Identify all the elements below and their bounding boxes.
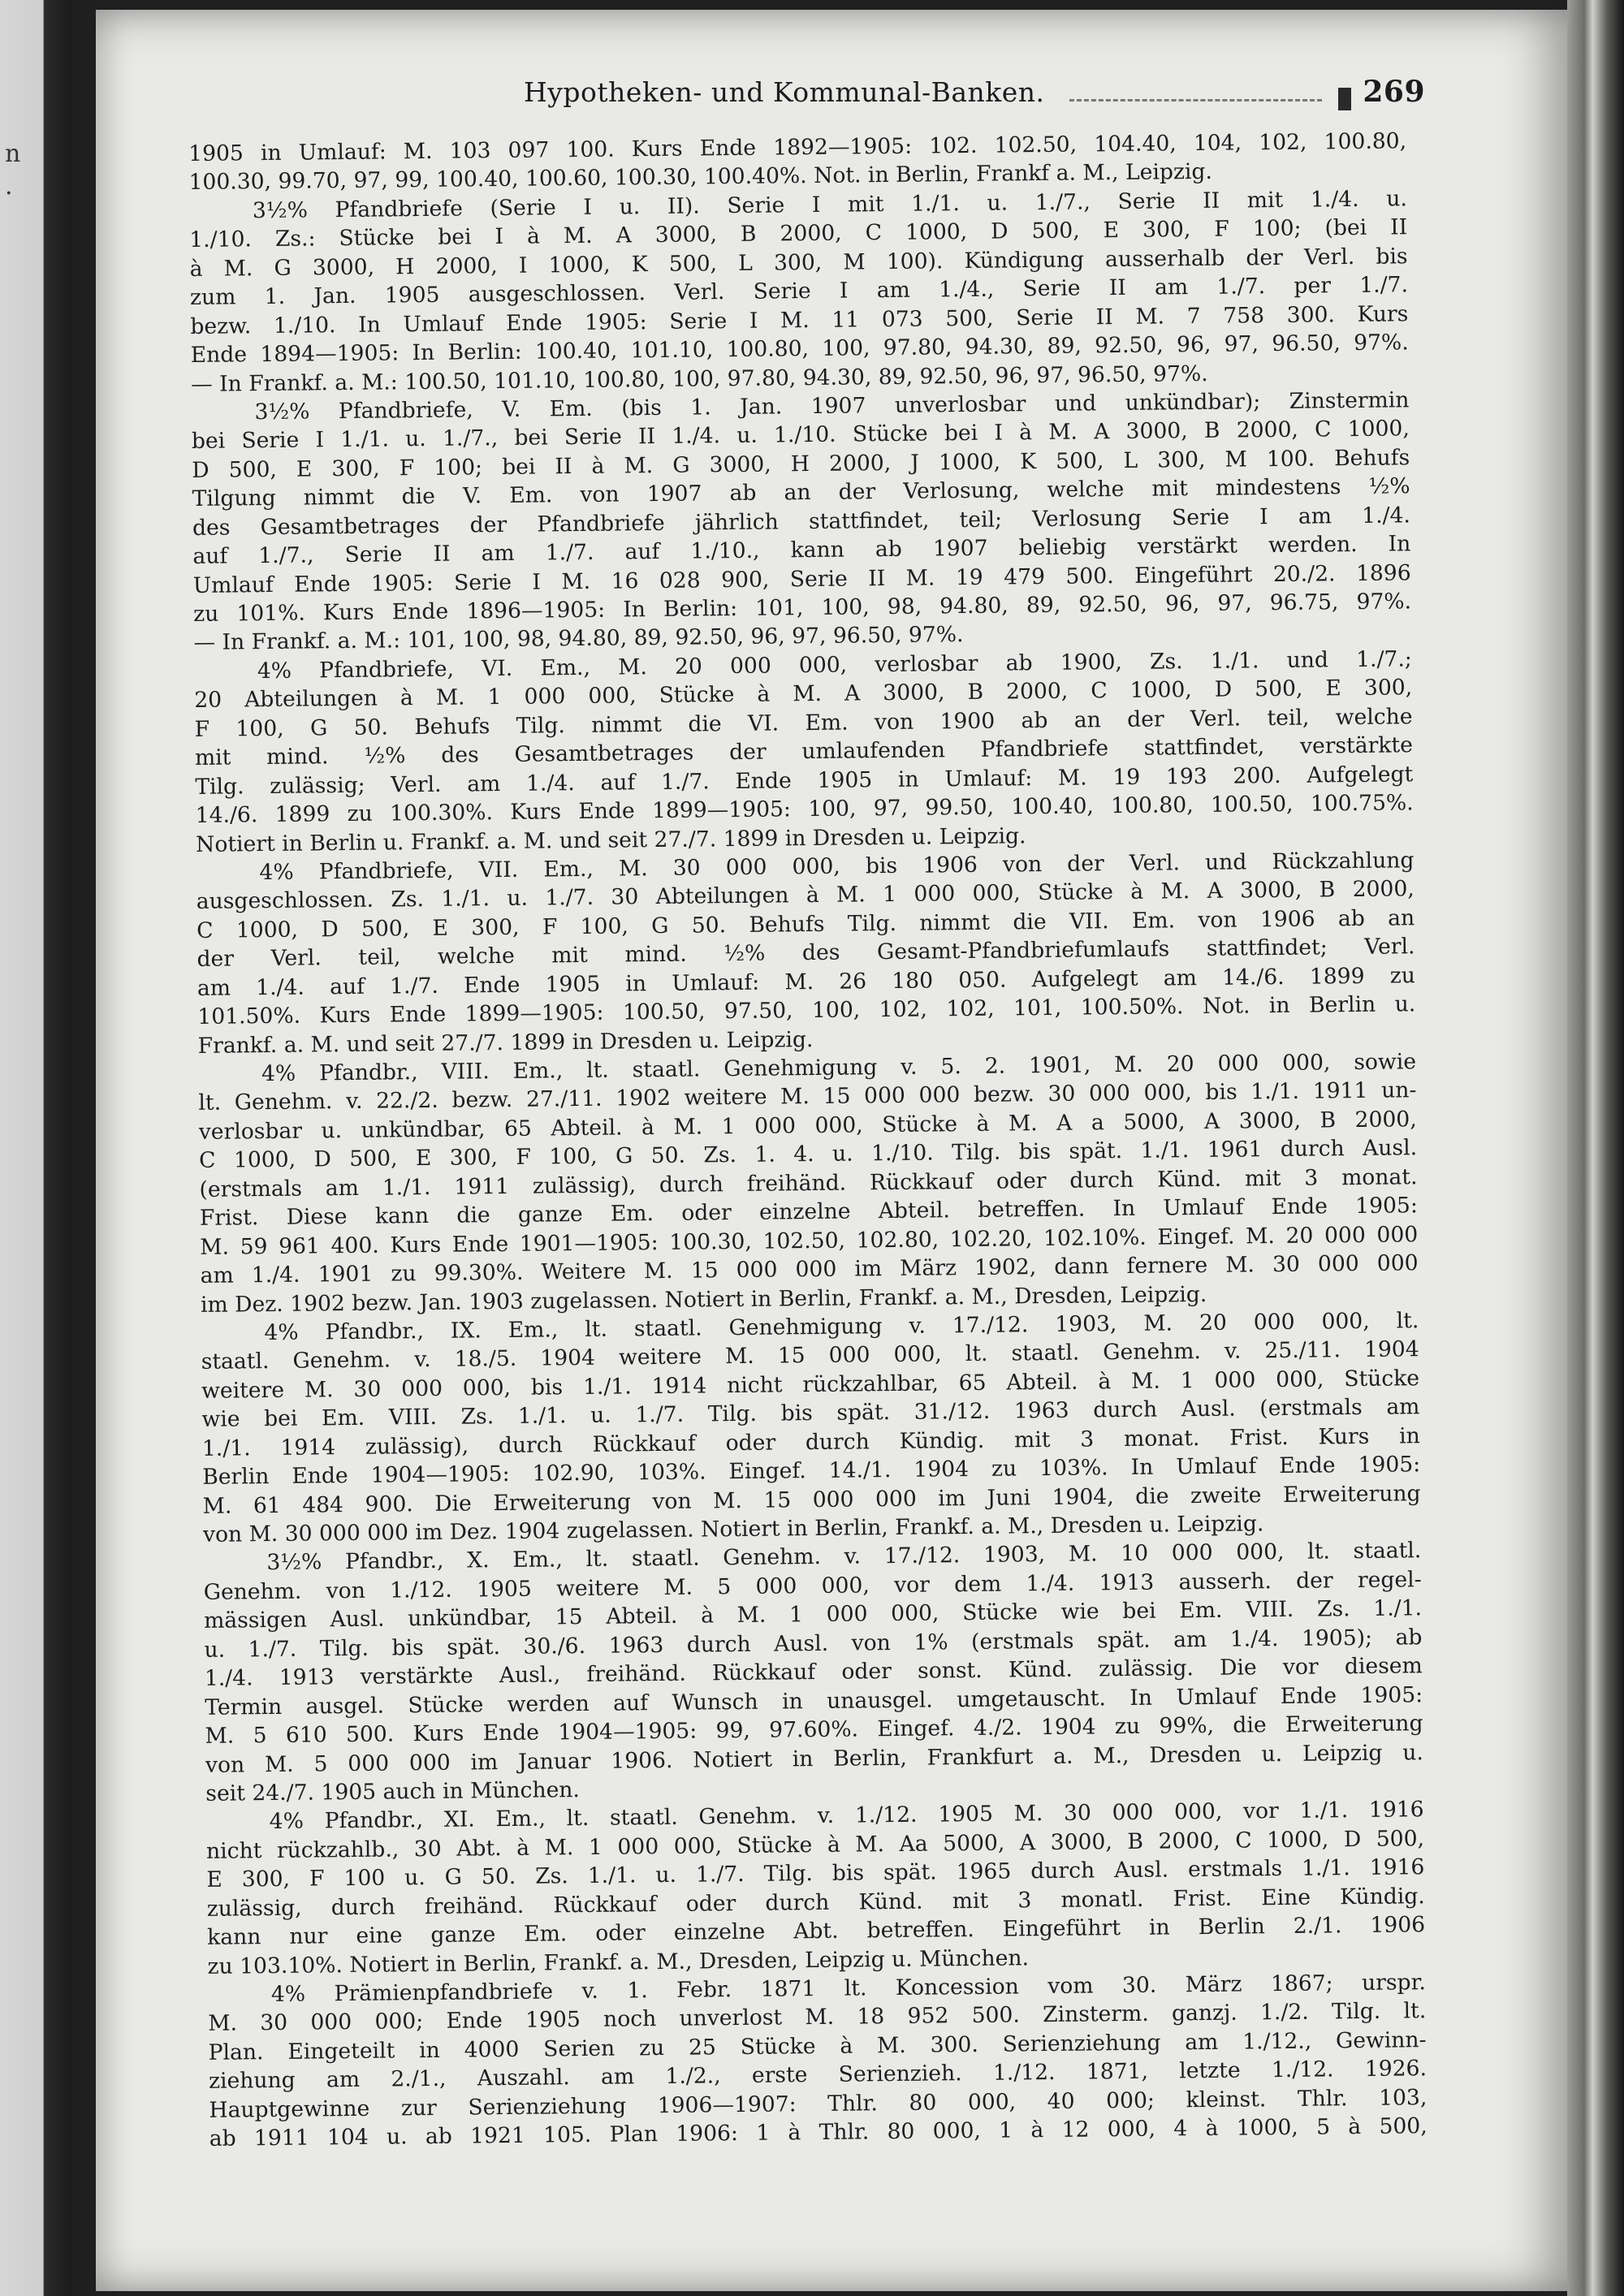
text-line: ausgeschlossen. Zs. 1./1. u. 1./7. 30 Abteilungen à M. 1 000 000, Stücke à M. A 3000, B 2000, (196, 876, 1415, 915)
text-line: lt. Genehm. v. 22./2. bezw. 27./11. 1902 weitere M. 15 000 000 bezw. 30 000 000, bis 1./1. 1911 un- (198, 1077, 1417, 1116)
text-line: Tilg. zulässig; Verl. am 1./4. auf 1./7. Ende 1905 in Umlauf: M. 19 193 200. Aufgelegt (195, 761, 1414, 800)
text-line: 3½% Pfandbriefe (Serie I u. II). Serie I mit 1./1. u. 1./7., Serie II mit 1./4. u. (252, 186, 1408, 224)
text-line: 3½% Pfandbriefe, V. Em. (bis 1. Jan. 1907 unverlosbar und unkündbar); Zinstermin (254, 387, 1410, 425)
text-line: Frist. Diese kann die ganze Em. oder einzelne Abteil. betreffen. In Umlauf Ende 1905: (199, 1193, 1418, 1232)
text-line: Frankf. a. M. und seit 27./7. 1899 in Dresden u. Leipzig. (197, 1026, 814, 1059)
text-line: Termin ausgel. Stücke werden auf Wunsch in unausgel. umgetauscht. In Umlauf Ende 1905: (205, 1681, 1423, 1720)
text-line: 100.30, 99.70, 97, 99, 100.40, 100.60, 100.30, 100.40%. Not. in Berlin, Frankf a. M., Leipzig. (188, 159, 1213, 196)
text-line: mit mind. ½% des Gesamtbetrages der umlaufenden Pfandbriefe stattfindet, verstärkte (194, 732, 1414, 771)
text-line: C 1000, D 500, E 300, F 100, G 50. Behufs Tilg. nimmt die VII. Em. von 1906 ab an (197, 905, 1415, 943)
text-line: zulässig, durch freihänd. Rückkauf oder durch Künd. mit 3 monatl. Frist. Eine Kündig. (206, 1883, 1425, 1922)
text-line: 101.50%. Kurs Ende 1899—1905: 100.50, 97.50, 100, 102, 102, 101, 100.50%. Not. in Berlin u. (197, 991, 1416, 1030)
text-line: des Gesamtbetrages der Pfandbriefe jährlich stattfindet, teil; Verlosung Serie I am 1./4. (192, 502, 1411, 541)
text-line: Plan. Eingeteilt in 4000 Serien zu 25 Stücke à M. 300. Serienziehung am 1./12., Gewinn- (208, 2027, 1427, 2065)
text-line: u. 1./7. Tilg. bis spät. 30./6. 1963 durch Ausl. von 1% (erstmals spät. am 1./4. 1905); ab (204, 1624, 1423, 1663)
text-line: staatl. Genehm. v. 18./5. 1904 weitere M. 15 000 000, lt. staatl. Genehm. v. 25./11. 1904 (201, 1336, 1419, 1375)
text-line: Hauptgewinne zur Serienziehung 1906—1907: Thlr. 80 000, 40 000; kleinst. Thlr. 103, (209, 2084, 1427, 2123)
text-line: F 100, G 50. Behufs Tilg. nimmt die VI. Em. von 1900 ab an der Verl. teil, welche (194, 704, 1413, 742)
text-line: zum 1. Jan. 1905 ausgeschlossen. Verl. Serie I am 1./4., Serie II am 1./7. per 1./7. (189, 272, 1409, 311)
text-line: Notiert in Berlin u. Frankf. a. M. und seit 27./7. 1899 in Dresden u. Leipzig. (195, 822, 1026, 857)
adjacent-page-text (5, 138, 29, 203)
text-line: Genehm. von 1./12. 1905 weitere M. 5 000 000, vor dem 1./4. 1913 ausserh. der regel- (203, 1567, 1422, 1605)
text-line: seit 24./7. 1905 auch in München. (205, 1777, 581, 1806)
text-line: Tilgung nimmt die V. Em. von 1907 ab an der Verlosung, welche mit mindestens ½% (192, 473, 1410, 512)
text-line: kann nur eine ganze Em. oder einzelne Abt. betreffen. Eingeführt in Berlin 2./1. 1906 (207, 1912, 1426, 1951)
header-ornament (1069, 96, 1323, 101)
adjacent-page-edge (0, 0, 71, 2296)
text-line: zu 101%. Kurs Ende 1896—1905: In Berlin: 101, 100, 98, 94.80, 89, 92.50, 96, 97, 96.75, 97%. (192, 589, 1412, 627)
adjacent-page-char: n (5, 140, 21, 168)
text-line: Umlauf Ende 1905: Serie I M. 16 028 900, Serie II M. 19 479 500. Eingeführt 20./2. 1896 (192, 559, 1411, 598)
text-line: mässigen Ausl. unkündbar, 15 Abteil. à M. 1 000 000, Stücke wie bei Em. VIII. Zs. 1./1. (203, 1595, 1423, 1634)
text-line: nicht rückzahlb., 30 Abt. à M. 1 000 000, Stücke à M. Aa 5000, A 3000, B 2000, C 1000, D 500, (205, 1825, 1425, 1864)
text-line: 4% Pfandbr., VIII. Em., lt. staatl. Genehmigung v. 5. 2. 1901, M. 20 000 000, sowie (261, 1049, 1417, 1087)
text-line: M. 5 610 500. Kurs Ende 1904—1905: 99, 97.60%. Eingef. 4./2. 1904 zu 99%, die Erweiterung (205, 1711, 1423, 1749)
text-line: von M. 30 000 000 im Dez. 1904 zugelassen. Notiert in Berlin, Frankf. a. M., Dresden u. Leipzig. (202, 1511, 1264, 1547)
text-line: ziehung am 2./1., Auszahl. am 1./2., erste Serienzieh. 1./12. 1871, letzte 1./12. 1926. (208, 2056, 1427, 2095)
text-line: à M. G 3000, H 2000, I 1000, K 500, L 300, M 100). Kündigung ausserhalb der Verl. bis (189, 244, 1408, 282)
text-line: am 1./4. auf 1./7. Ende 1905 in Umlauf: M. 26 180 050. Aufgelegt am 14./6. 1899 zu (197, 962, 1416, 1001)
text-line: M. 61 484 900. Die Erweiterung von M. 15 000 000 im Juni 1904, die zweite Erweiterung (202, 1480, 1421, 1519)
text-line: — In Frankf. a. M.: 100.50, 101.10, 100.80, 100, 97.80, 94.30, 89, 92.50, 96, 97, 96.50, 97%. (190, 360, 1208, 397)
text-line: — In Frankf. a. M.: 101, 100, 98, 94.80, 89, 92.50, 96, 97, 96.50, 97%. (193, 622, 964, 656)
text-line: 20 Abteilungen à M. 1 000 000, Stücke à M. A 3000, B 2000, C 1000, D 500, E 300, (194, 675, 1413, 714)
text-line: ab 1911 104 u. ab 1921 105. Plan 1906: 1 à Thlr. 80 000, 1 à 12 000, 4 à 1000, 5 à 500, (209, 2113, 1427, 2152)
text-line: E 300, F 100 u. G 50. Zs. 1./1. u. 1./7. Tilg. bis spät. 1965 durch Ausl. erstmals 1./1. 1916 (206, 1854, 1425, 1893)
text-line: (erstmals am 1./1. 1911 zulässig), durch freihänd. Rückkauf oder durch Künd. mit 3 monat. (199, 1163, 1418, 1202)
text-line: 4% Prämienpfandbriefe v. 1. Febr. 1871 lt. Koncession vom 30. März 1867; urspr. (270, 1970, 1427, 2008)
text-line: zu 103.10%. Notiert in Berlin, Frankf. a. M., Dresden, Leipzig u. München. (207, 1944, 1030, 1979)
text-line: Ende 1894—1905: In Berlin: 100.40, 101.10, 100.80, 100, 97.80, 94.30, 89, 92.50, 96, 97, 96.50, 97%. (190, 330, 1409, 369)
running-title: Hypotheken- und Kommunal-Banken. (524, 76, 1045, 108)
text-line: im Dez. 1902 bezw. Jan. 1903 zugelassen. Notiert in Berlin, Frankf. a. M., Dresden, Leipzig. (200, 1281, 1207, 1318)
text-line: Berlin Ende 1904—1905: 102.90, 103%. Eingef. 14./1. 1904 zu 103%. In Umlauf Ende 1905: (202, 1452, 1421, 1491)
text-line: M. 59 961 400. Kurs Ende 1901—1905: 100.30, 102.50, 102.80, 102.20, 102.10%. Eingef. M. 20 000 000 (200, 1221, 1419, 1260)
text-line: bezw. 1./10. In Umlauf Ende 1905: Serie I M. 11 073 500, Serie II M. 7 758 300. Kurs (190, 300, 1409, 339)
text-line: M. 30 000 000; Ende 1905 noch unverlost M. 18 952 500. Zinsterm. ganzj. 1./2. Tilg. lt. (208, 1998, 1427, 2037)
adjacent-page-char: . (5, 172, 13, 201)
page-stack-edge (1567, 0, 1624, 2296)
text-line: weitere M. 30 000 000, bis 1./1. 1914 nicht rückzahlbar, 65 Abteil. à M. 1 000 000, Stücke (201, 1366, 1420, 1404)
text-line: bei Serie I 1./1. u. 1./7., bei Serie II 1./4. u. 1./10. Stücke bei I à M. A 3000, B 2000, C 1000, (191, 416, 1410, 455)
text-line: am 1./4. 1901 zu 99.30%. Weitere M. 15 000 000 im März 1902, dann fernere M. 30 000 000 (200, 1250, 1419, 1288)
text-line: wie bei Em. VIII. Zs. 1./1. u. 1./7. Tilg. bis spät. 31./12. 1963 durch Ausl. (erstmals am (201, 1394, 1420, 1433)
text-line: 4% Pfandbr., XI. Em., lt. staatl. Genehm. v. 1./12. 1905 M. 30 000 000, vor 1./1. 1916 (269, 1797, 1424, 1835)
text-line: 1./10. Zs.: Stücke bei I à M. A 3000, B 2000, C 1000, D 500, E 300, F 100; (bei II (189, 214, 1408, 253)
header-bullet-mark (1338, 88, 1351, 110)
page-number: 269 (1363, 75, 1425, 109)
text-line: von M. 5 000 000 im Januar 1906. Notiert in Berlin, Frankfurt a. M., Dresden u. Leipzig u. (205, 1739, 1424, 1778)
page-body (188, 127, 1427, 2153)
text-line: 14./6. 1899 zu 100.30%. Kurs Ende 1899—1905: 100, 97, 99.50, 100.40, 100.80, 100.50, 100.75%. (195, 790, 1414, 829)
text-line: auf 1./7., Serie II am 1./7. auf 1./10., kann ab 1907 beliebig verstärkt werden. In (192, 531, 1411, 570)
text-line: 1./4. 1913 verstärkte Ausl., freihänd. Rückkauf oder sonst. Künd. zulässig. Die vor diesem (204, 1653, 1423, 1692)
text-line: C 1000, D 500, E 300, F 100, G 50. Zs. 1. 4. u. 1./10. Tilg. bis spät. 1./1. 1961 durch Ausl. (199, 1135, 1418, 1174)
text-line: D 500, E 300, F 100; bei II à M. G 3000, H 2000, J 1000, K 500, L 300, M 100. Behufs (192, 445, 1410, 483)
text-line: 4% Pfandbr., IX. Em., lt. staatl. Genehmigung v. 17./12. 1903, M. 20 000 000, lt. (264, 1308, 1419, 1346)
text-line: 1905 in Umlauf: M. 103 097 100. Kurs Ende 1892—1905: 102. 102.50, 104.40, 104, 102, 100.80, (188, 128, 1407, 166)
text-line: 4% Pfandbriefe, VI. Em., M. 20 000 000, verlosbar ab 1900, Zs. 1./1. und 1./7.; (257, 646, 1412, 684)
running-header (524, 75, 1425, 123)
text-line: 3½% Pfandbr., X. Em., lt. staatl. Genehm. v. 17./12. 1903, M. 10 000 000, lt. staatl. (266, 1538, 1422, 1576)
text-line: 1./1. 1914 zulässig), durch Rückkauf oder durch Kündig. mit 3 monat. Frist. Kurs in (201, 1422, 1420, 1461)
text-line: der Verl. teil, welche mit mind. ½% des Gesamt-Pfandbriefumlaufs stattfindet; Verl. (197, 934, 1415, 973)
text-line: verlosbar u. unkündbar, 65 Abteil. à M. 1 000 000, Stücke à M. A a 5000, A 3000, B 2000, (198, 1107, 1417, 1145)
text-line: 4% Pfandbriefe, VII. Em., M. 30 000 000, bis 1906 von der Verl. und Rückzahlung (259, 848, 1415, 886)
